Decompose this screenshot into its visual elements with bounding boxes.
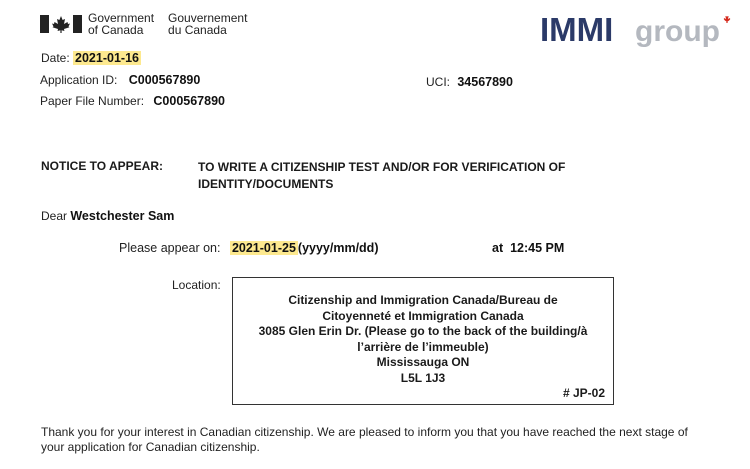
- date-value: 2021-01-16: [75, 51, 139, 65]
- uci-label: UCI:: [426, 75, 450, 89]
- appointment-time-row: [492, 241, 564, 255]
- paper-file-label: Paper File Number:: [40, 94, 145, 108]
- notice-text: TO WRITE A CITIZENSHIP TEST AND/OR FOR VERIFICATION OF IDENTITY/DOCUMENTS: [198, 160, 566, 191]
- recipient-name: Westchester Sam: [70, 209, 175, 223]
- location-address: [233, 278, 613, 386]
- appointment-at: at: [492, 241, 504, 255]
- location-label: Location:: [172, 278, 221, 292]
- address-line: 3085 Glen Erin Dr. (Please go to the back of the building/à: [258, 324, 588, 338]
- gov-name-french: Gouvernement du Canada: [168, 11, 248, 37]
- application-id-value: C000567890: [128, 73, 201, 87]
- maple-leaf-icon: [724, 14, 730, 23]
- greeting-dear: Dear: [41, 209, 68, 223]
- address-line: Citizenship and Immigration Canada/Bureau de: [288, 293, 558, 307]
- location-box: [232, 277, 614, 405]
- location-code: # JP-02: [562, 386, 605, 400]
- date-label: Date:: [41, 51, 70, 65]
- appointment-row: [119, 241, 379, 255]
- appointment-label: Please appear on:: [119, 241, 221, 255]
- date-row: [41, 51, 141, 65]
- logo-group-text: group: [635, 15, 720, 48]
- appointment-time: 12:45 PM: [510, 241, 565, 255]
- appointment-date: 2021-01-25: [231, 241, 296, 255]
- immigroup-logo: [540, 10, 740, 50]
- government-of-canada-signature: [40, 12, 247, 36]
- notice-label: NOTICE TO APPEAR:: [41, 159, 164, 173]
- paper-file-value: C000567890: [153, 94, 225, 108]
- address-line: Mississauga ON: [376, 355, 470, 369]
- body-paragraph: Thank you for your interest in Canadian citizenship. We are pleased to inform you that you have reached the next stage of your application for Canadian citizenship.: [41, 425, 688, 454]
- logo-immi-text: IMMI: [540, 11, 614, 48]
- address-line: L5L 1J3: [400, 370, 446, 385]
- uci-value: 34567890: [457, 75, 513, 89]
- appointment-date-format: (yyyy/mm/dd): [297, 241, 379, 255]
- address-line: l’arrière de l’immeuble): [357, 339, 489, 354]
- application-id-label: Application ID:: [40, 73, 118, 87]
- application-id-row: [40, 73, 200, 87]
- canada-flag-icon: [40, 14, 82, 34]
- gov-name-english: Government of Canada: [88, 11, 155, 37]
- address-line: Citoyenneté et Immigration Canada: [322, 308, 524, 323]
- uci-row: [426, 75, 513, 89]
- greeting: [41, 209, 174, 223]
- paper-file-row: [40, 94, 225, 108]
